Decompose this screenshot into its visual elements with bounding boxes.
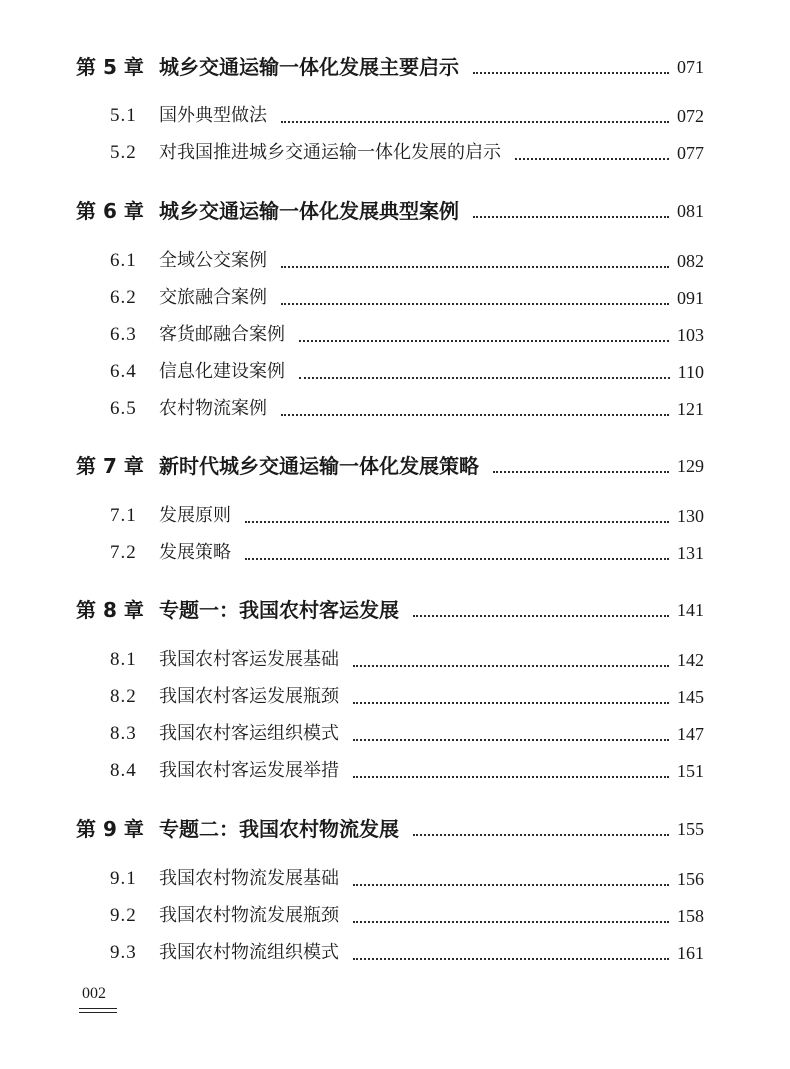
- dot-leader: [473, 216, 669, 218]
- chapter-number: 第 5 章: [76, 55, 144, 79]
- toc-chapter-7: [0, 451, 790, 481]
- page-number: 072: [677, 106, 704, 126]
- page-number: 077: [677, 143, 704, 163]
- section-number: 9.1: [110, 868, 137, 889]
- page-number: 158: [677, 906, 704, 926]
- toc-section-8-2: [0, 682, 790, 712]
- toc-section-7-1: [0, 501, 790, 531]
- toc-section-6-5: [0, 394, 790, 424]
- dot-leader: [515, 158, 669, 160]
- dot-leader: [473, 72, 669, 74]
- dot-leader: [353, 958, 669, 960]
- chapter-title: 专题二：我国农村物流发展: [159, 817, 399, 841]
- page-number: 161: [677, 943, 704, 963]
- page-number: 145: [677, 687, 704, 707]
- chapter-number: 第 8 章: [76, 598, 144, 622]
- toc-section-9-1: [0, 864, 790, 894]
- chapter-number: 第 7 章: [76, 454, 144, 478]
- section-number: 5.2: [110, 142, 137, 163]
- page-number: 103: [677, 325, 704, 345]
- dot-leader: [413, 615, 669, 617]
- page-number: 081: [677, 201, 704, 221]
- section-number: 8.2: [110, 686, 137, 707]
- page-number: 147: [677, 724, 704, 744]
- section-title: 客货邮融合案例: [159, 324, 285, 345]
- dot-leader: [281, 121, 669, 123]
- section-title: 信息化建设案例: [159, 361, 285, 382]
- dot-leader: [353, 739, 669, 741]
- section-title: 我国农村客运发展瓶颈: [159, 686, 339, 707]
- section-title: 国外典型做法: [159, 105, 267, 126]
- page-number: 082: [677, 251, 704, 271]
- toc-section-5-1: [0, 101, 790, 131]
- toc-section-6-1: [0, 246, 790, 276]
- section-number: 9.3: [110, 942, 137, 963]
- toc-section-6-4: [0, 357, 790, 387]
- chapter-title: 新时代城乡交通运输一体化发展策略: [159, 454, 479, 478]
- section-title: 我国农村物流组织模式: [159, 942, 339, 963]
- dot-leader: [493, 471, 669, 473]
- page-number: 129: [677, 456, 704, 476]
- toc-section-8-4: [0, 756, 790, 786]
- section-title: 我国农村物流发展瓶颈: [159, 905, 339, 926]
- dot-leader: [281, 303, 669, 305]
- page-number: 151: [677, 761, 704, 781]
- section-title: 农村物流案例: [159, 398, 267, 419]
- toc-chapter-8: [0, 595, 790, 625]
- dot-leader: [245, 521, 669, 523]
- chapter-number: 第 6 章: [76, 199, 144, 223]
- section-number: 8.1: [110, 649, 137, 670]
- dot-leader: [413, 834, 669, 836]
- page-number: 130: [677, 506, 704, 526]
- chapter-title: 城乡交通运输一体化发展主要启示: [159, 55, 459, 79]
- dot-leader: [353, 884, 669, 886]
- toc-section-9-3: [0, 938, 790, 968]
- section-number: 7.2: [110, 542, 137, 563]
- toc-section-8-3: [0, 719, 790, 749]
- chapter-title: 专题一：我国农村客运发展: [159, 598, 399, 622]
- section-number: 6.4: [110, 361, 137, 382]
- toc-chapter-5: [0, 52, 790, 82]
- section-number: 9.2: [110, 905, 137, 926]
- section-number: 6.2: [110, 287, 137, 308]
- page-number: 121: [677, 399, 704, 419]
- folio-rule-bottom: [79, 1012, 117, 1013]
- toc-section-7-2: [0, 538, 790, 568]
- section-title: 我国农村客运组织模式: [159, 723, 339, 744]
- toc-section-5-2: [0, 138, 790, 168]
- toc-section-9-2: [0, 901, 790, 931]
- page-number: 091: [677, 288, 704, 308]
- page-number: 155: [677, 819, 704, 839]
- section-number: 7.1: [110, 505, 137, 526]
- page-number: 131: [677, 543, 704, 563]
- dot-leader: [353, 776, 669, 778]
- folio-page-number: 002: [82, 985, 106, 1002]
- page-number: 156: [677, 869, 704, 889]
- folio-rule-top: [79, 1008, 117, 1009]
- dot-leader: [281, 266, 669, 268]
- section-title: 交旅融合案例: [159, 287, 267, 308]
- section-number: 6.5: [110, 398, 137, 419]
- dot-leader: [245, 558, 669, 560]
- section-number: 8.3: [110, 723, 137, 744]
- section-title: 对我国推进城乡交通运输一体化发展的启示: [159, 142, 501, 163]
- dot-leader: [353, 921, 669, 923]
- toc-chapter-6: [0, 196, 790, 226]
- chapter-number: 第 9 章: [76, 817, 144, 841]
- dot-leader: [353, 702, 669, 704]
- toc-chapter-9: [0, 814, 790, 844]
- page-number: 110: [677, 362, 704, 382]
- dot-leader: [353, 665, 669, 667]
- toc-section-6-2: [0, 283, 790, 313]
- section-title: 发展原则: [159, 505, 231, 526]
- page-number: 142: [677, 650, 704, 670]
- section-number: 5.1: [110, 105, 137, 126]
- section-number: 6.3: [110, 324, 137, 345]
- dot-leader: [299, 340, 669, 342]
- section-title: 全域公交案例: [159, 250, 267, 271]
- section-number: 8.4: [110, 760, 137, 781]
- page-number: 141: [677, 600, 704, 620]
- section-number: 6.1: [110, 250, 137, 271]
- toc-section-8-1: [0, 645, 790, 675]
- section-title: 我国农村物流发展基础: [159, 868, 339, 889]
- section-title: 发展策略: [159, 542, 231, 563]
- section-title: 我国农村客运发展举措: [159, 760, 339, 781]
- chapter-title: 城乡交通运输一体化发展典型案例: [159, 199, 459, 223]
- toc-section-6-3: [0, 320, 790, 350]
- page-number: 071: [677, 57, 704, 77]
- dot-leader: [281, 414, 669, 416]
- dot-leader: [299, 377, 670, 379]
- section-title: 我国农村客运发展基础: [159, 649, 339, 670]
